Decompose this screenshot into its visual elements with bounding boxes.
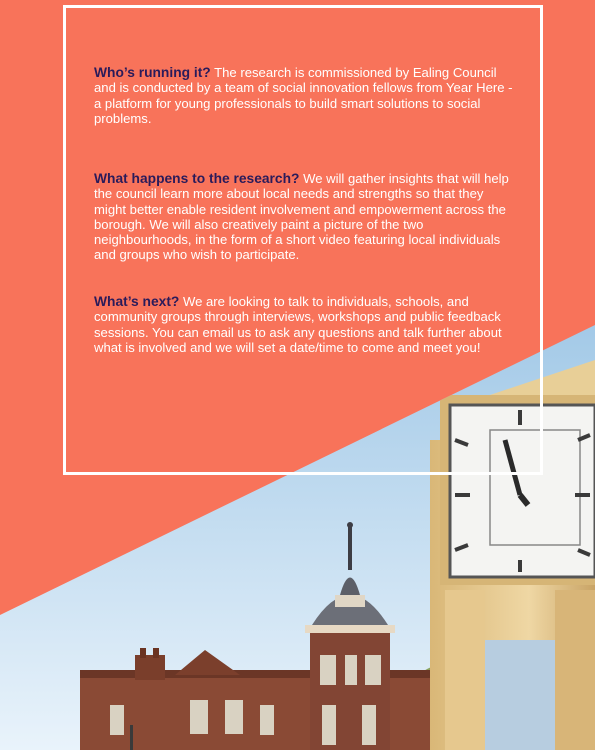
section-who-running [94,65,514,126]
section-body: The research is commissioned by Ealing Council and is conducted by a team of social innovation fellows from Year Here - a platform for young professionals to build smart solutions to social problems. [94,65,513,126]
section-body: We are looking to talk to individuals, schools, and community groups through interviews, workshops and public feedback sessions. You can email us to ask any questions and talk further about what is involved and we will set a date/time to come and meet you! [94,294,502,355]
section-research [94,171,514,263]
section-heading: Who’s running it? [94,65,211,80]
section-heading: What happens to the research? [94,171,300,186]
section-heading: What’s next? [94,294,180,309]
section-whats-next [94,294,514,355]
section-body: We will gather insights that will help the council learn more about local needs and strengths so that they might better enable resident involvement and empowerment across the borough. We will also creatively paint a picture of the two neighbourhoods, in the form of a short video featuring local individuals and groups who wish to participate. [94,171,509,263]
